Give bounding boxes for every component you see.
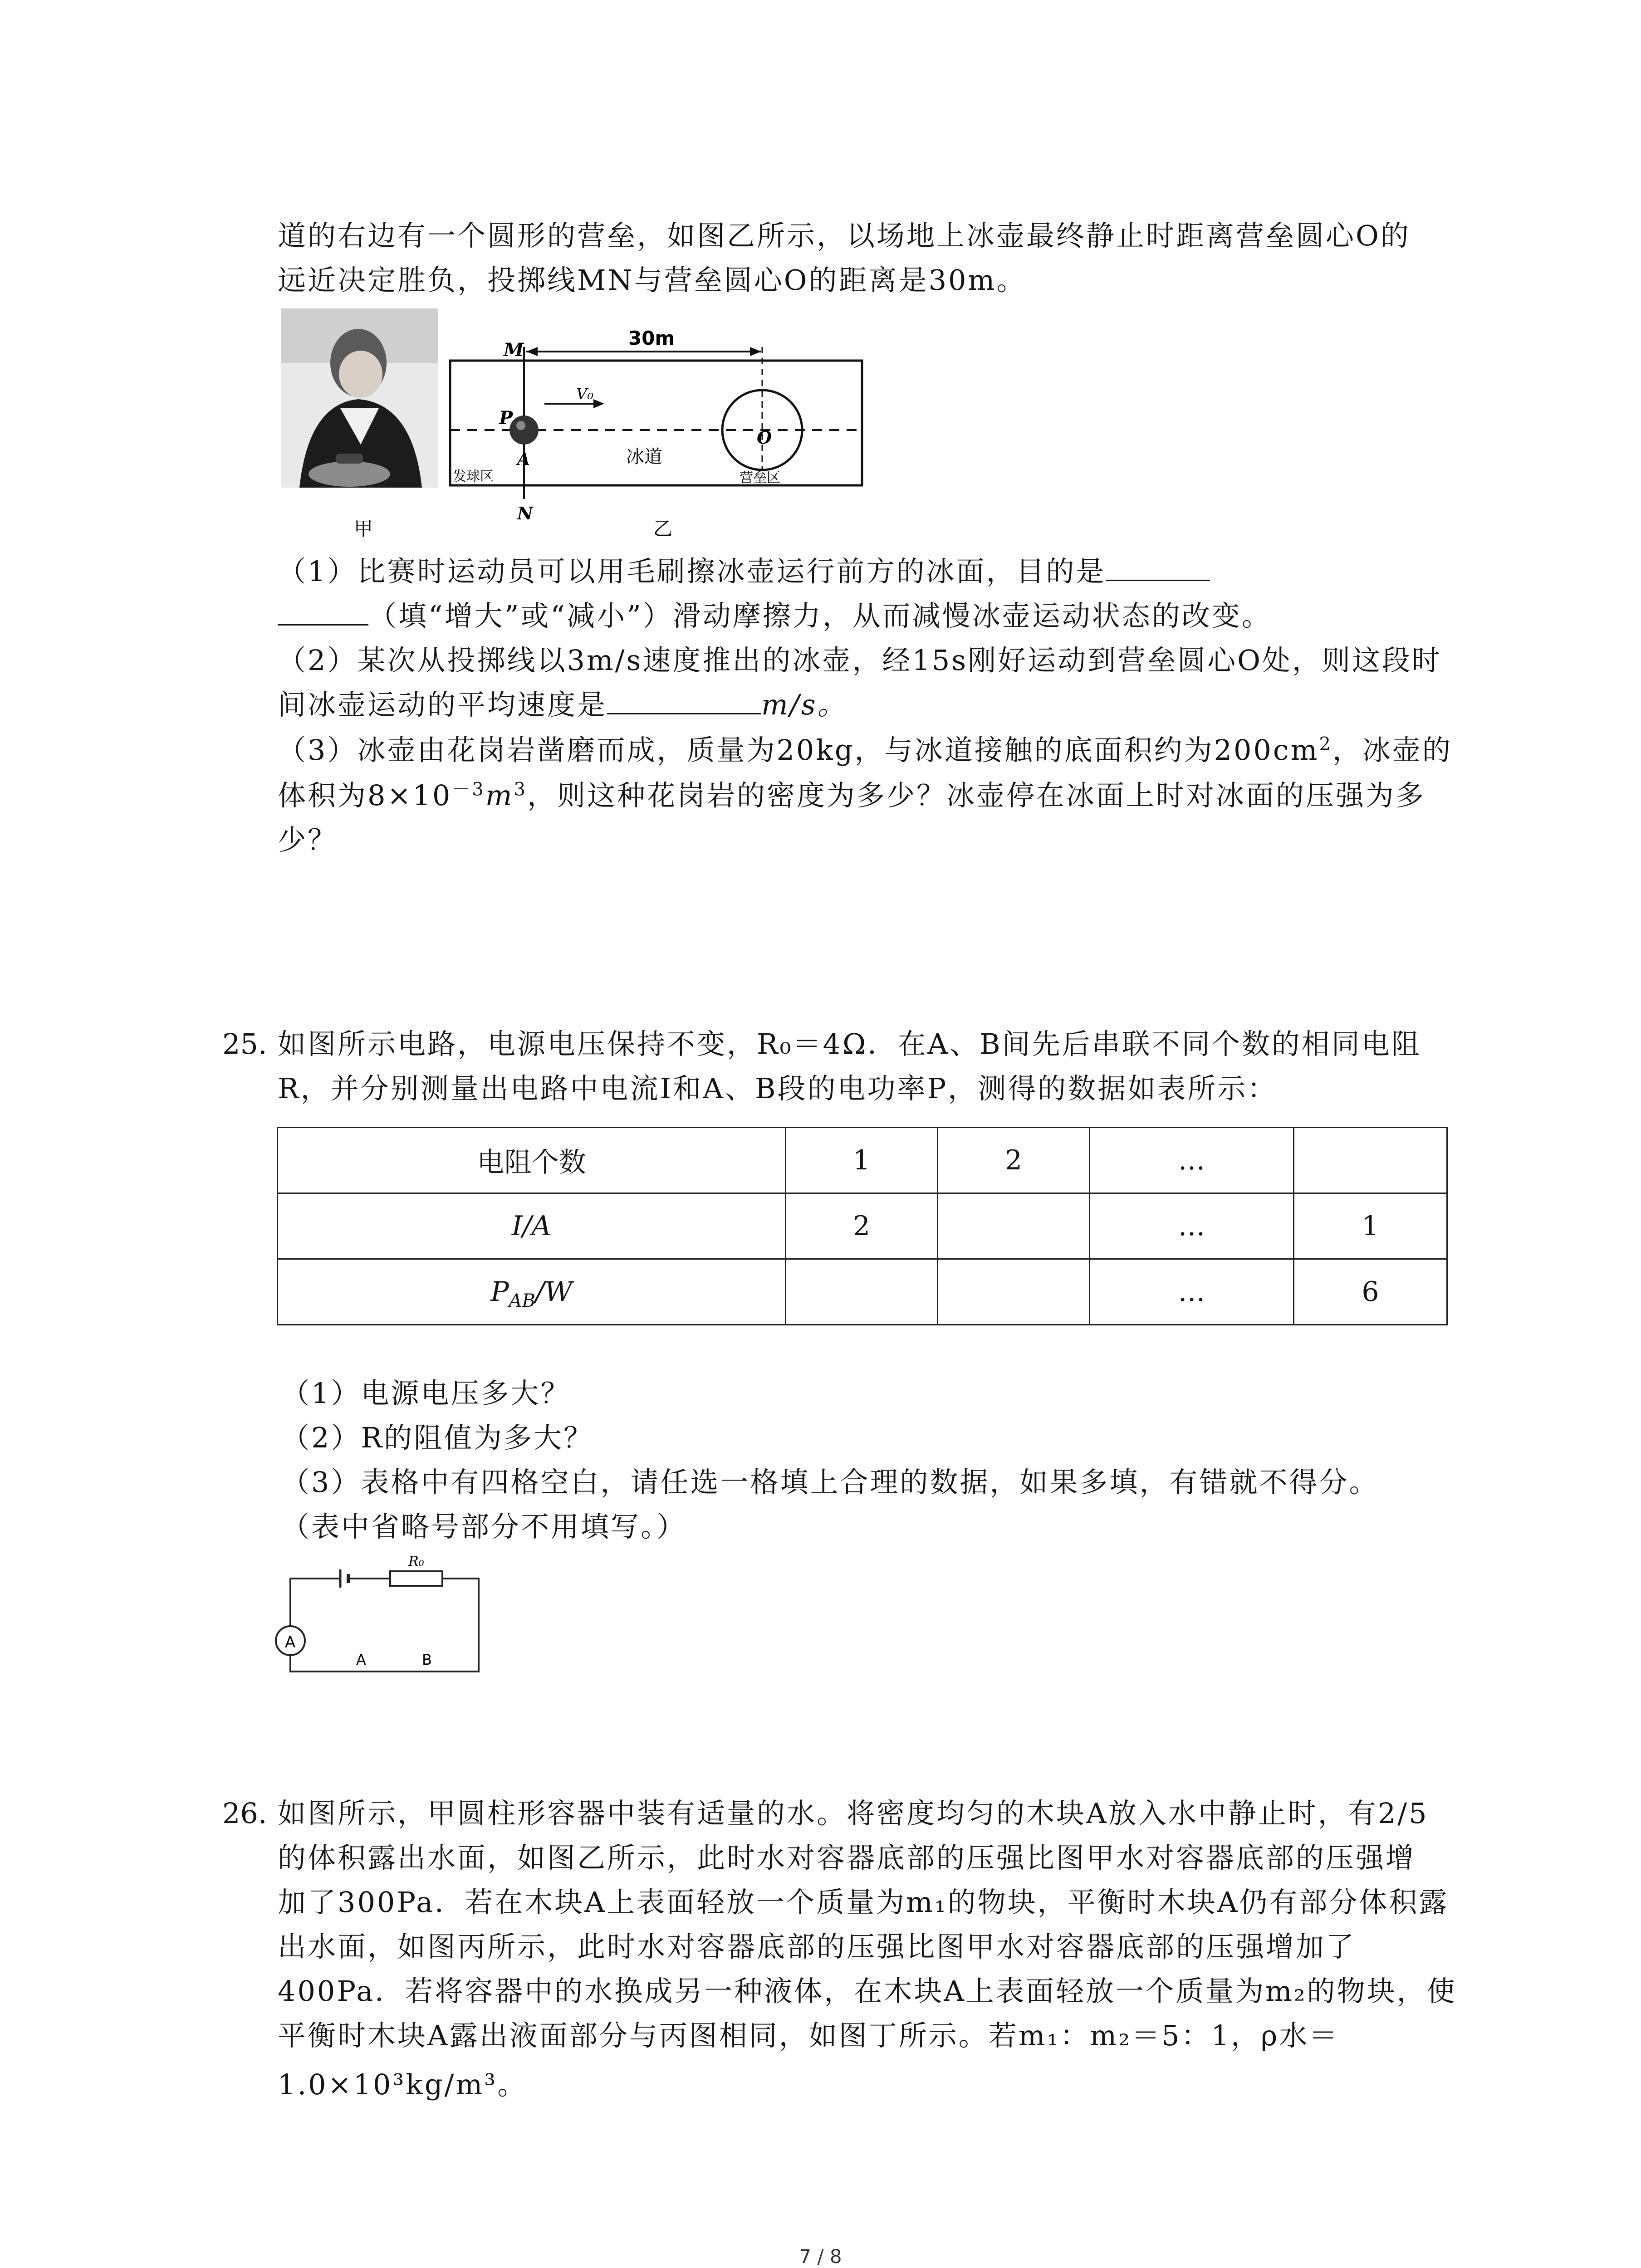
q24-part3-text1c: ，冰壶的	[1332, 733, 1452, 767]
q24-part2-text: 间冰壶运动的平均速度是	[278, 688, 607, 721]
q26-line4: 出水面，如图丙所示，此时水对容器底部的压强比图甲水对容器底部的压强增加了	[278, 1930, 1356, 1963]
q26-number: 26.	[222, 1797, 267, 1830]
ice-lane-diagram	[450, 327, 862, 523]
pab-main: P	[490, 1276, 509, 1308]
table-cell: 2	[938, 1128, 1090, 1193]
label-serve-zone: 发球区	[453, 469, 494, 484]
table-row	[278, 1259, 1447, 1325]
point-a-label: A	[356, 1651, 366, 1668]
table-cell: 1	[1294, 1193, 1447, 1259]
table-cell[interactable]	[786, 1259, 938, 1325]
q24-intro-line1: 道的右边有一个圆形的营垒，如图乙所示，以场地上冰壶最终静止时距离营垒圆心O的	[278, 219, 1411, 252]
q24-part1-text2: （填“增大”或“减小”）滑动摩擦力，从而减慢冰壶运动状态的改变。	[368, 599, 1272, 632]
label-distance: 30m	[628, 327, 675, 349]
answer-blank-1[interactable]	[1106, 554, 1210, 581]
q25-line1: 如图所示电路，电源电压保持不变，R₀＝4Ω．在A、B间先后串联不同个数的相同电阻	[278, 1027, 1421, 1061]
label-o: O	[757, 427, 772, 448]
table-row	[278, 1193, 1447, 1259]
q25-sub2: （2）R的阻值为多大？	[281, 1421, 594, 1454]
q24-part3-text2e: ，则这种花岗岩的密度为多少？冰壶停在冰面上时对冰面的压强为多	[527, 779, 1426, 812]
table-cell: …	[1090, 1259, 1294, 1325]
q24-part1-line1	[278, 553, 1210, 590]
q25-sub1: （1）电源电压多大？	[281, 1377, 571, 1410]
q24-part2-line2	[278, 687, 847, 723]
label-yi: 乙	[653, 518, 673, 540]
q26-line5: 400Pa．若将容器中的水换成另一种液体，在木块A上表面轻放一个质量为m₂的物块，使	[278, 1975, 1457, 2008]
q24-part3-line3: 少？	[278, 823, 338, 856]
q26-line2: 的体积露出水面，如图乙所示，此时水对容器底部的压强比图甲水对容器底部的压强增	[278, 1841, 1416, 1874]
pab-unit: /W	[535, 1276, 573, 1308]
q24-part3-text1: （3）冰壶由花岗岩凿磨而成，质量为20kg，与冰道接触的底面积约为200cm	[278, 733, 1319, 767]
q24-intro-line2: 远近决定胜负，投掷线MN与营垒圆心O的距离是30m。	[278, 264, 1027, 297]
table-cell: 电阻个数	[278, 1128, 786, 1193]
label-jia: 甲	[354, 518, 373, 540]
label-m: M	[504, 339, 524, 361]
pab-sub: AB	[509, 1290, 535, 1311]
curling-figure	[281, 308, 871, 544]
circuit-figure	[272, 1551, 490, 1683]
r0-label: R₀	[408, 1554, 424, 1569]
table-cell-pab	[278, 1259, 786, 1325]
q24-part3-text2c: m	[485, 779, 514, 812]
table-cell: …	[1090, 1193, 1294, 1259]
q24-part2-line1: （2）某次从投掷线以3m/s速度推出的冰壶，经15s刚好运动到营垒圆心O处，则这段时	[278, 644, 1442, 677]
table-row	[278, 1128, 1447, 1193]
table-cell: I/A	[278, 1193, 786, 1259]
q24-part3-line1	[278, 732, 1452, 768]
table-cell: …	[1090, 1128, 1294, 1193]
label-camp-zone: 营垒区	[740, 470, 780, 486]
q24-part3-sup1: 2	[1319, 733, 1332, 755]
q24-part3-text2a: 体积为8×10	[278, 779, 452, 812]
label-ice-lane: 冰道	[626, 446, 662, 467]
q24-part1-line2	[278, 598, 1272, 634]
page-number: 7 / 8	[799, 2245, 842, 2268]
table-cell[interactable]	[938, 1259, 1090, 1325]
q26-line3: 加了300Pa．若在木块A上表面轻放一个质量为m₁的物块，平衡时木块A仍有部分体积露	[278, 1886, 1449, 1919]
q24-part3-line2	[278, 777, 1425, 814]
athlete-photo	[281, 308, 438, 488]
q25-sub4: （表中省略号部分不用填写。）	[281, 1510, 687, 1543]
q24-part1-text: （1）比赛时运动员可以用毛刷擦冰壶运行前方的冰面，目的是	[278, 555, 1106, 588]
ammeter-label: A	[285, 1633, 296, 1652]
curling-diagram	[281, 308, 871, 544]
label-v0: V₀	[576, 385, 594, 403]
q24-part3-sup2: －3	[452, 779, 485, 800]
table-cell[interactable]	[938, 1193, 1090, 1259]
label-n: N	[517, 503, 533, 523]
q26-line6: 平衡时木块A露出液面部分与丙图相同，如图丁所示。若m₁：m₂＝5：1，ρ水＝	[278, 2019, 1339, 2052]
q26-line7: 1.0×10³kg/m³。	[278, 2068, 528, 2101]
q24-part3-sup3: 3	[514, 779, 527, 800]
point-b-label: B	[422, 1651, 432, 1668]
table-cell[interactable]	[1294, 1128, 1447, 1193]
q25-line2: R，并分别测量出电路中电流I和A、B段的电功率P，测得的数据如表所示：	[278, 1072, 1278, 1105]
table-cell: 2	[786, 1193, 938, 1259]
table-cell: 6	[1294, 1259, 1447, 1325]
q25-data-table	[277, 1127, 1448, 1325]
circuit-diagram	[272, 1551, 490, 1683]
label-a: A	[517, 450, 530, 469]
answer-blank-2[interactable]	[607, 688, 761, 714]
q25-sub3: （3）表格中有四格空白，请任选一格填上合理的数据，如果多填，有错就不得分。	[281, 1466, 1379, 1499]
label-p: P	[499, 407, 513, 429]
table-cell: 1	[786, 1128, 938, 1193]
q25-number: 25.	[222, 1027, 267, 1061]
answer-blank-1-cont[interactable]	[278, 599, 368, 626]
q24-part2-unit: m/s。	[761, 688, 847, 721]
q26-line1: 如图所示，甲圆柱形容器中装有适量的水。将密度均匀的木块A放入水中静止时，有2/5	[278, 1797, 1429, 1830]
